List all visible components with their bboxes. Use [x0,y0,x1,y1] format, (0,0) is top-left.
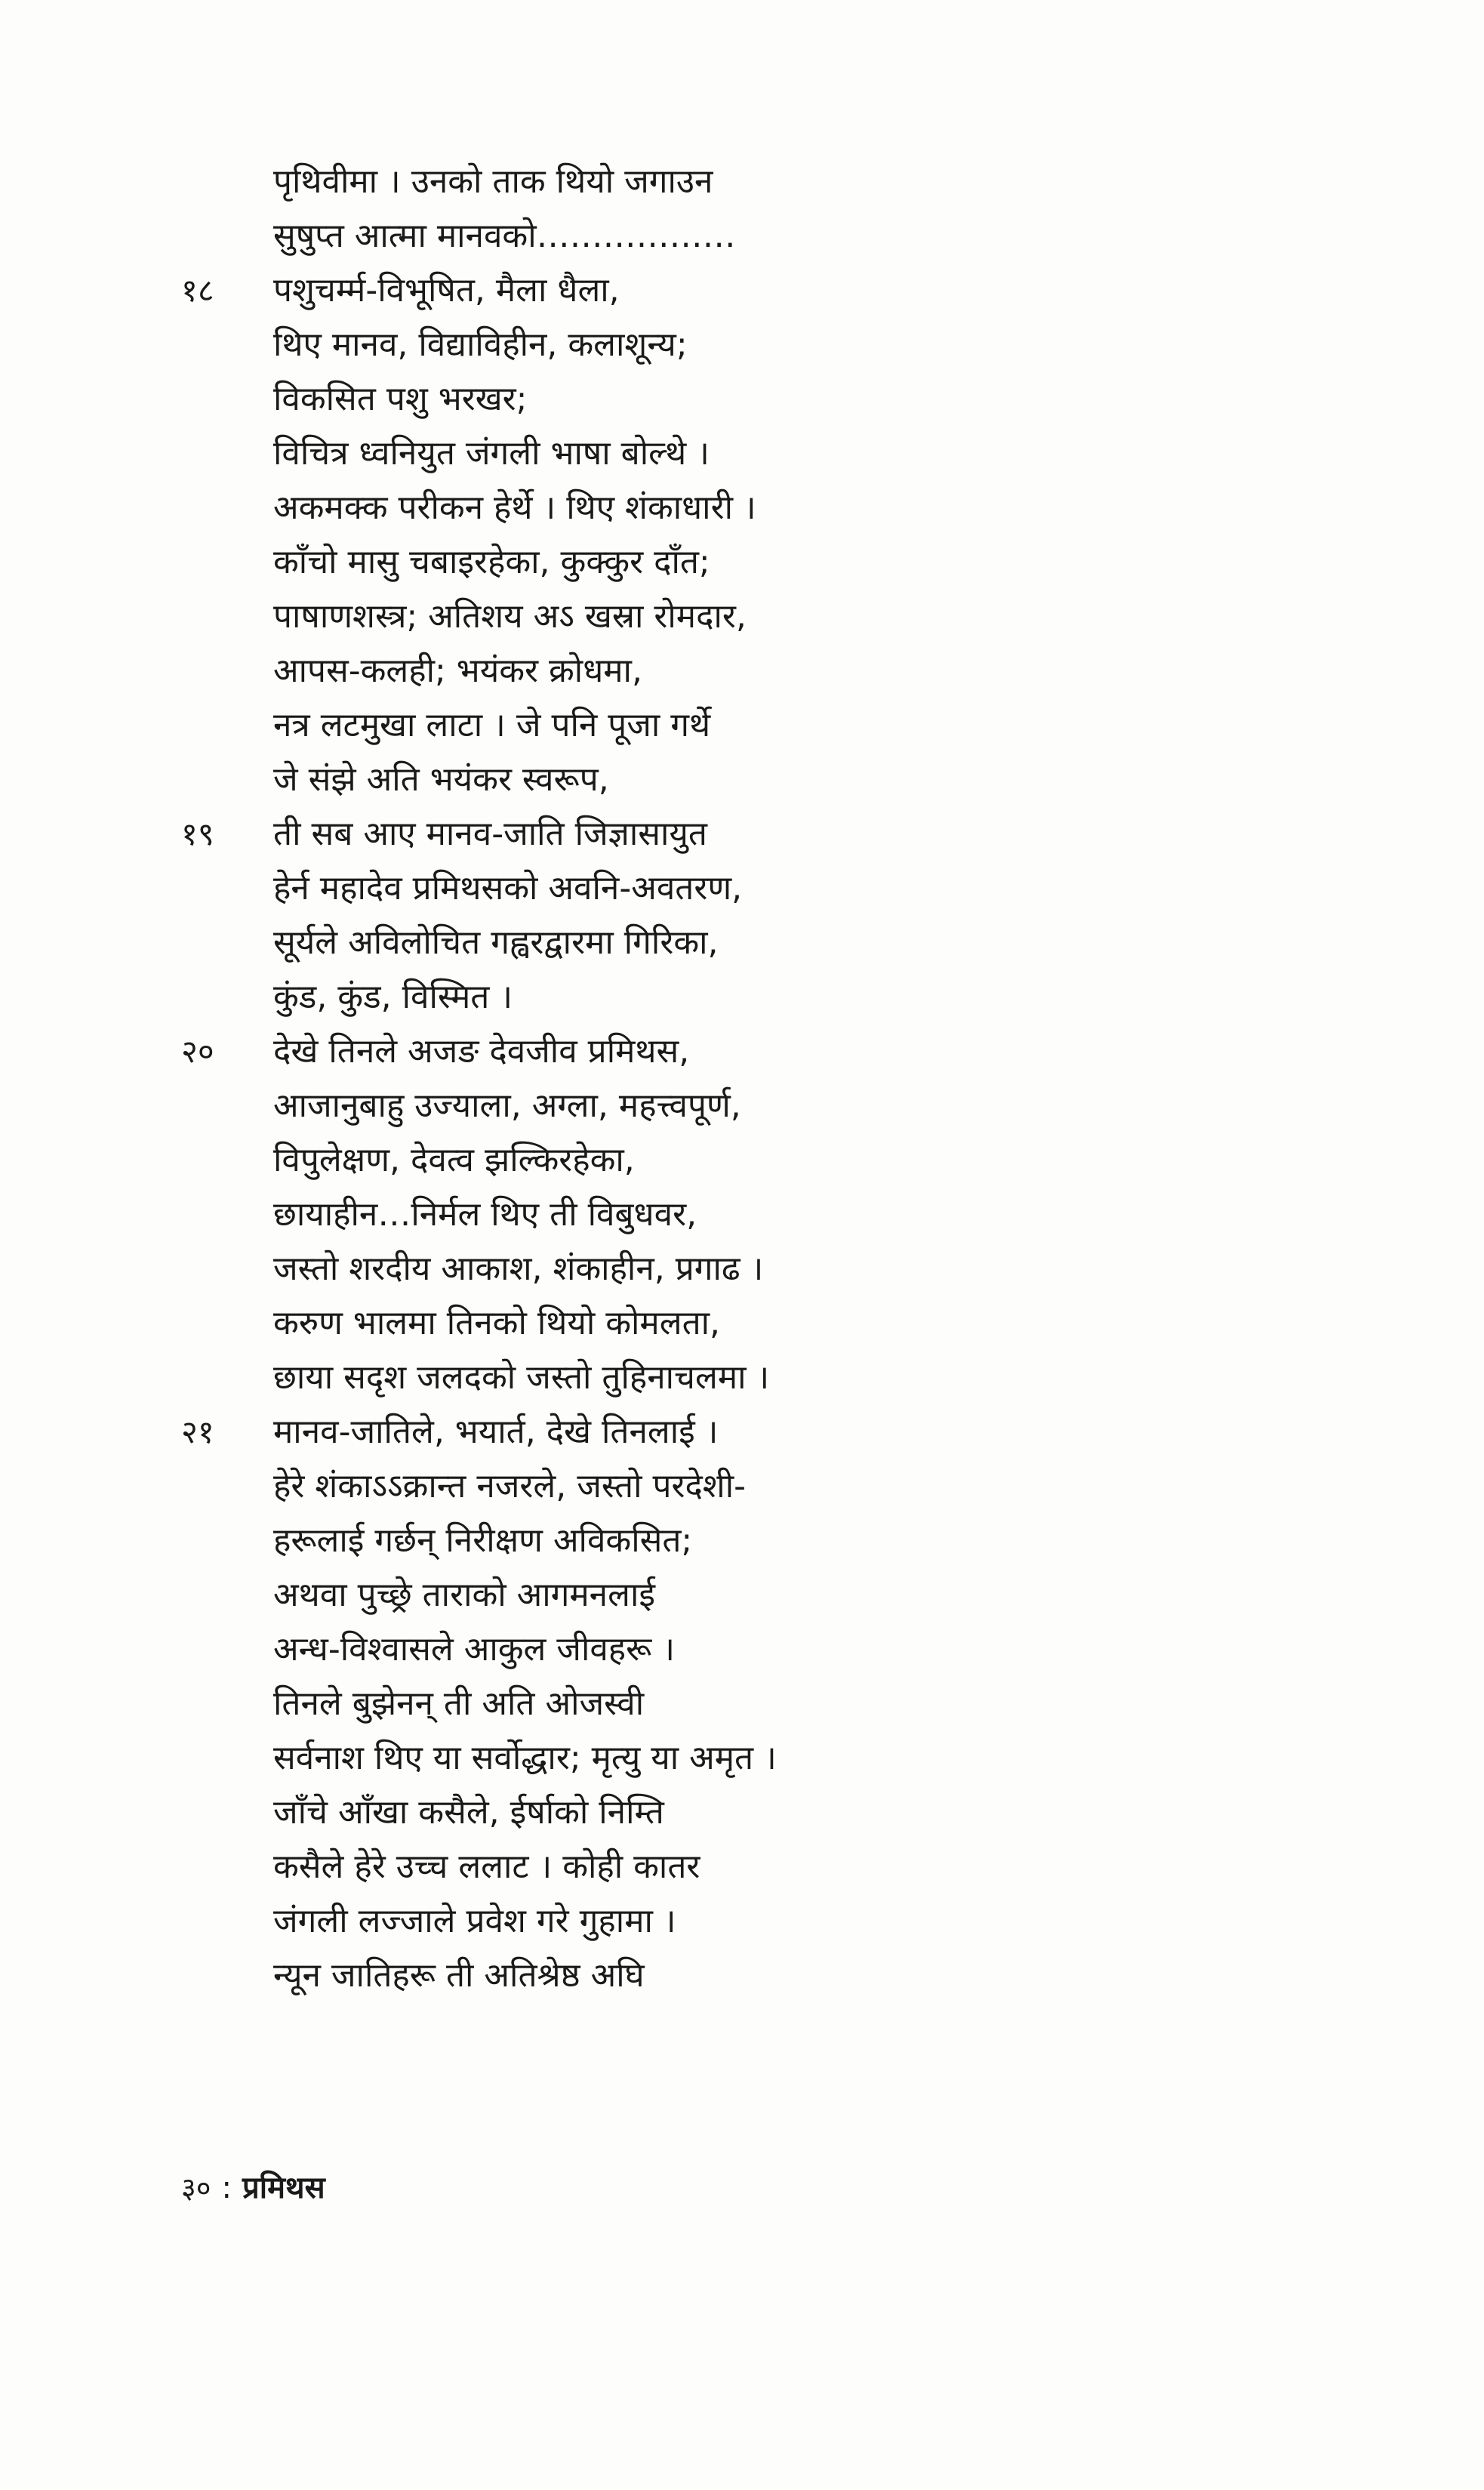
poem-line [181,535,1313,590]
poem-line [181,1568,1313,1623]
verse-text: सर्वनाश थिए या सर्वोद्धार; मृत्यु या अमृत । [273,1739,777,1777]
verse-text: पाषाणशस्त्र; अतिशय अऽ खस्रा रोमदार, [273,597,747,636]
footer-separator: : [221,2171,232,2205]
verse-text: नत्र लटमुखा लाटा । जे पनि पूजा गर्थे [273,706,711,744]
verse-number: १८ [181,272,214,309]
poem-line [181,1786,1313,1840]
verse-text: सूर्यले अविलोचित गह्वरद्वारमा गिरिका, [273,923,719,962]
verse-text: आजानुबाहु उज्याला, अग्ला, महत्त्वपूर्ण, [273,1086,741,1125]
verse-text: अन्ध-विश्वासले आकुल जीवहरू । [273,1630,676,1669]
poem-line [181,1894,1313,1949]
verse-text: छायाहीन…निर्मल थिए ती विबुधवर, [273,1195,697,1234]
verse-text: जंगली लज्जाले प्रवेश गरे गुहामा । [273,1902,676,1940]
verse-text: पशुचर्म्म-विभूषित, मैला धैला, [273,271,620,310]
poem-line [181,698,1313,753]
verse-text: हरूलाई गर्छन् निरीक्षण अविकसित; [273,1521,693,1560]
poem-line [181,1079,1313,1133]
poem-line [181,318,1313,372]
poem-line [181,1133,1313,1188]
poem-line [181,753,1313,807]
poem-line [181,1351,1313,1405]
poem-line [181,970,1313,1025]
poem-line [181,481,1313,535]
verse-text: तिनले बुझेनन् ती अति ओजस्वी [273,1684,645,1723]
poem-line [181,1514,1313,1568]
verse-text: मानव-जातिले, भयार्त, देखे तिनलाई । [273,1413,719,1451]
verse-text: हेरे शंकाऽऽक्रान्त नजरले, जस्तो परदेशी- [273,1467,746,1505]
poem-line [181,1025,1313,1079]
poem-line [181,209,1313,263]
poem-line [181,1731,1313,1786]
poem-line [181,861,1313,916]
poem-line [181,644,1313,698]
verse-text: जाँचे आँखा कसैले, ईर्षाको निम्ति [273,1793,664,1832]
poem-line [181,1296,1313,1351]
poem-line [181,263,1313,318]
poem-line [181,1188,1313,1242]
verse-text: विपुलेक्षण, देवत्व झल्किरहेका, [273,1141,635,1179]
poem-line [181,155,1313,209]
poem-line [181,807,1313,861]
poem-line [181,1677,1313,1731]
page-number: ३० [181,2171,211,2205]
verse-text: देखे तिनले अजङ देवजीव प्रमिथस, [273,1032,690,1071]
poem-line [181,590,1313,644]
page-footer [181,2165,325,2211]
verse-number: २१ [181,1413,214,1450]
poem-line [181,427,1313,481]
verse-text: जस्तो शरदीय आकाश, शंकाहीन, प्रगाढ । [273,1250,764,1288]
verse-text: कसैले हेरे उच्च ललाट । कोही कातर [273,1847,700,1886]
verse-number: १९ [181,815,214,852]
verse-text: काँचो मासु चबाइरहेका, कुक्कुर दाँत; [273,543,710,581]
verse-text: करुण भालमा तिनको थियो कोमलता, [273,1304,721,1342]
poem-line [181,1840,1313,1894]
verse-text: अथवा पुच्छ्रे ताराको आगमनलाई [273,1576,655,1614]
running-title: प्रमिथस [242,2171,325,2205]
verse-number: २० [181,1033,214,1070]
verse-text: विचित्र ध्वनियुत जंगली भाषा बोल्थे । [273,434,710,473]
poem-line [181,1949,1313,2003]
verse-text: हेर्न महादेव प्रमिथसको अवनि-अवतरण, [273,869,743,908]
verse-text: कुंड, कुंड, विस्मित । [273,978,513,1016]
verse-text: छाया सदृश जलदको जस्तो तुहिनाचलमा । [273,1358,770,1397]
verse-text: न्यून जातिहरू ती अतिश्रेष्ठ अघि [273,1956,645,1995]
poem-line [181,372,1313,427]
verse-text: ती सब आए मानव-जाति जिज्ञासायुत [273,815,707,853]
poem-line [181,1623,1313,1677]
verse-text: आपस-कलही; भयंकर क्रोधमा, [273,652,642,690]
poem-line [181,1405,1313,1459]
poem-line [181,1242,1313,1296]
verse-text: पृथिवीमा । उनको ताक थियो जगाउन [273,162,713,201]
verse-text: अकमक्क परीकन हेर्थे । थिए शंकाधारी । [273,488,756,527]
poem-line [181,1459,1313,1514]
verse-text: जे संझे अति भयंकर स्वरूप, [273,760,609,799]
poem-body [181,155,1313,2003]
verse-text: विकसित पशु भरखर; [273,380,528,418]
poem-line [181,916,1313,970]
verse-text: सुषुप्त आत्मा मानवको……………… [273,217,736,255]
verse-text: थिए मानव, विद्याविहीन, कलाशून्य; [273,325,688,364]
